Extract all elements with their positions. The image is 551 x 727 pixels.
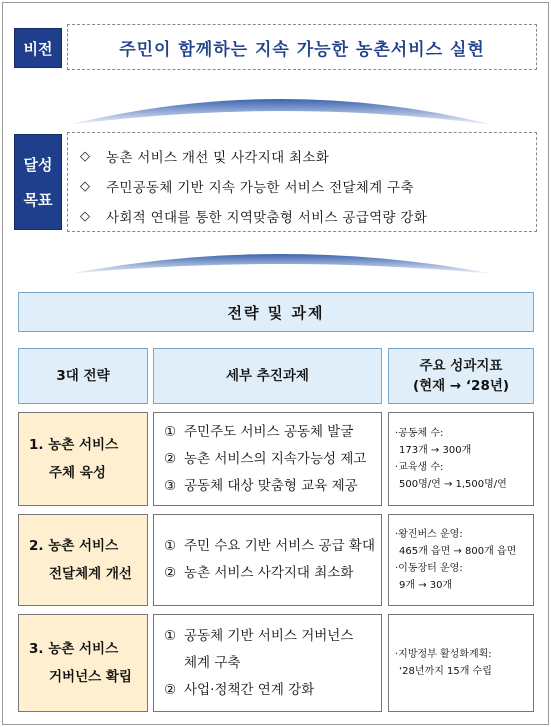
task-text: 공동체 대상 맞춤형 교육 제공 bbox=[184, 477, 358, 494]
task-text: 공동체 기반 서비스 거버넌스 bbox=[184, 627, 354, 644]
kpi-value: 173개 → 300개 bbox=[399, 445, 472, 456]
goal-tag bbox=[14, 134, 62, 230]
task-text: 주민주도 서비스 공동체 발굴 bbox=[184, 423, 354, 440]
column-header-strategy bbox=[18, 348, 148, 404]
goal-item bbox=[80, 171, 536, 201]
vision-statement: 주민이 함께하는 지속 가능한 농촌서비스 실현 bbox=[67, 24, 537, 70]
task-text: 체계 구축 bbox=[184, 654, 241, 671]
goal-tag-line2: 목표 bbox=[23, 191, 53, 209]
task-item bbox=[164, 533, 381, 560]
tasks-cell bbox=[153, 412, 382, 506]
vision-tag: 비전 bbox=[14, 28, 62, 68]
goal-item bbox=[80, 201, 536, 231]
kpi-label: ·왕진버스 운영: bbox=[395, 529, 463, 540]
tasks-cell bbox=[153, 614, 382, 712]
kpi-cell bbox=[388, 514, 534, 606]
goal-text: 사회적 연대를 통한 지역맞춤형 서비스 공급역량 강화 bbox=[106, 210, 428, 226]
strategy-cell bbox=[18, 412, 148, 506]
task-item bbox=[164, 560, 381, 587]
column-header-kpi bbox=[388, 348, 534, 404]
strategy-title: 1. 농촌 서비스 bbox=[29, 437, 119, 453]
strategy-title: 2. 농촌 서비스 bbox=[29, 538, 119, 554]
task-item bbox=[164, 623, 381, 650]
kpi-label: ·이동장터 운영: bbox=[395, 563, 463, 574]
kpi-value: ‘28년까지 15개 수립 bbox=[399, 666, 492, 677]
task-item bbox=[164, 446, 381, 473]
task-number: ① bbox=[164, 538, 177, 554]
column-header-kpi-label: 주요 성과지표 bbox=[419, 358, 503, 374]
diamond-bullet-icon: ◇ bbox=[80, 178, 90, 194]
upward-arrow-icon bbox=[68, 238, 494, 274]
column-header-strategy-label: 3대 전략 bbox=[56, 368, 110, 384]
kpi-cell bbox=[388, 412, 534, 506]
kpi-value: 465개 읍면 → 800개 읍면 bbox=[399, 546, 517, 557]
column-header-tasks bbox=[153, 348, 382, 404]
goal-item bbox=[80, 141, 536, 171]
kpi-value: 9개 → 30개 bbox=[399, 580, 453, 591]
task-number: ① bbox=[164, 627, 177, 644]
diamond-bullet-icon: ◇ bbox=[80, 208, 90, 224]
task-number: ③ bbox=[164, 477, 177, 494]
strategy-subtitle: 주체 육성 bbox=[49, 465, 106, 481]
kpi-label: ·교육생 수: bbox=[395, 462, 444, 473]
task-item bbox=[164, 650, 381, 677]
strategy-subtitle: 전달체계 개선 bbox=[49, 566, 132, 582]
diamond-bullet-icon: ◇ bbox=[80, 148, 90, 164]
strategy-cell bbox=[18, 514, 148, 606]
kpi-value: 500명/연 → 1,500명/연 bbox=[399, 479, 507, 490]
goal-list bbox=[67, 132, 537, 232]
kpi-label: ·지방정부 활성화계획: bbox=[395, 649, 492, 660]
task-item bbox=[164, 473, 381, 500]
kpi-label: ·공동체 수: bbox=[395, 428, 444, 439]
task-item bbox=[164, 419, 381, 446]
task-number bbox=[164, 650, 184, 677]
tasks-cell bbox=[153, 514, 382, 606]
task-item bbox=[164, 677, 381, 704]
strategy-header: 전략 및 과제 bbox=[18, 292, 534, 332]
goal-text: 농촌 서비스 개선 및 사각지대 최소화 bbox=[106, 150, 330, 166]
strategy-cell bbox=[18, 614, 148, 712]
column-header-kpi-period: (현재 → ‘28년) bbox=[412, 378, 510, 394]
task-text: 농촌 서비스의 지속가능성 제고 bbox=[184, 450, 367, 467]
kpi-cell bbox=[388, 614, 534, 712]
task-text: 농촌 서비스 사각지대 최소화 bbox=[184, 565, 354, 581]
strategy-subtitle: 거버넌스 확립 bbox=[49, 669, 132, 685]
task-text: 주민 수요 기반 서비스 공급 확대 bbox=[184, 538, 375, 554]
goal-tag-line1: 달성 bbox=[23, 156, 53, 174]
goal-text: 주민공동체 기반 지속 가능한 서비스 전달체계 구축 bbox=[106, 180, 414, 196]
task-text: 사업·정책간 연계 강화 bbox=[184, 681, 315, 698]
task-number: ② bbox=[164, 681, 177, 698]
column-header-tasks-label: 세부 추진과제 bbox=[226, 368, 309, 384]
strategy-title: 3. 농촌 서비스 bbox=[29, 641, 119, 657]
task-number: ② bbox=[164, 450, 177, 467]
upward-arrow-icon bbox=[68, 77, 494, 125]
task-number: ② bbox=[164, 565, 177, 581]
task-number: ① bbox=[164, 423, 177, 440]
